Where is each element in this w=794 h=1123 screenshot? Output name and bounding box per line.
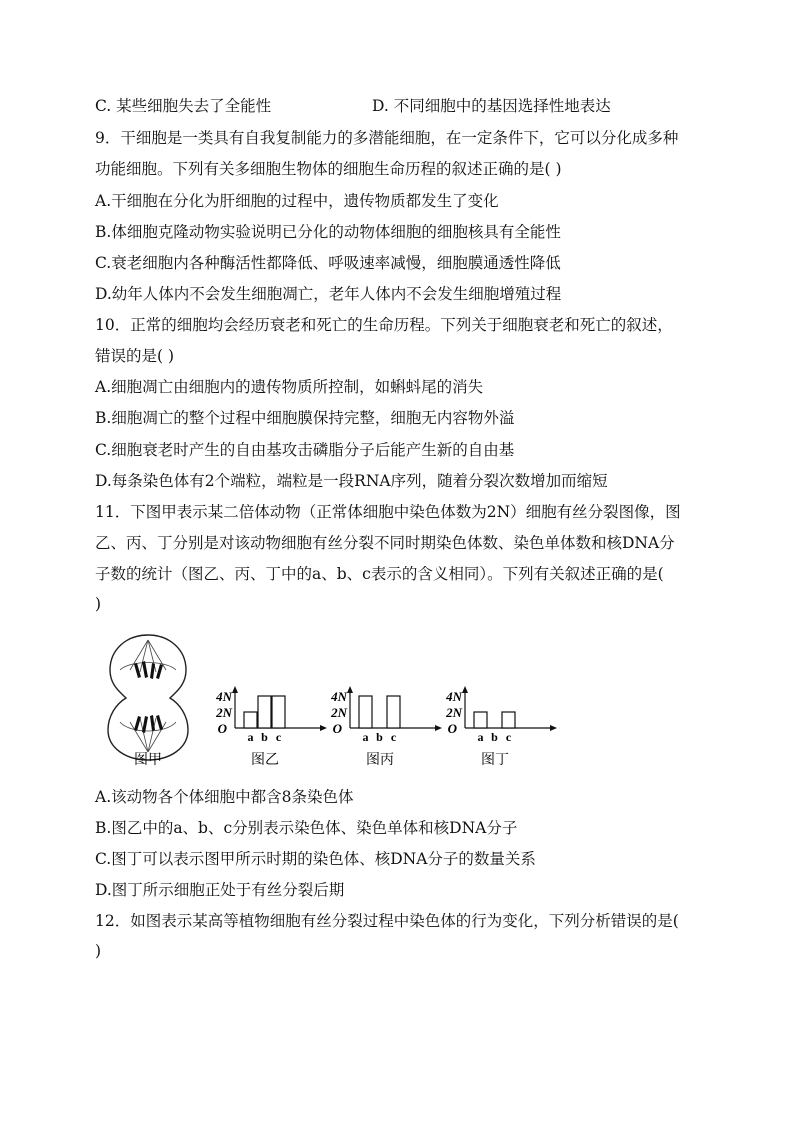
x-tick-label-a: a [247, 730, 254, 744]
chart-title: 图丙 [366, 753, 394, 768]
q11-option-a: A.该动物各个体细胞中都含8条染色体 [95, 788, 354, 806]
y-axis-arrow [347, 686, 353, 693]
y-tick-label: 2N [331, 705, 347, 720]
x-tick-label-c: c [390, 730, 397, 744]
q8-option-c: C. 某些细胞失去了全能性 [95, 97, 272, 115]
q10-option-b: B.细胞凋亡的整个过程中细胞膜保持完整，细胞无内容物外溢 [95, 409, 515, 427]
bar-c [502, 712, 515, 728]
y-tick-label: 4N [446, 689, 462, 704]
chart-yi [215, 686, 327, 768]
q12-stem-line1: 12．如图表示某高等植物细胞有丝分裂过程中染色体的行为变化，下列分析错误的是( [95, 912, 679, 930]
x-axis-arrow [320, 725, 327, 731]
chart-title: 图乙 [251, 753, 279, 768]
q10-stem-line1: 10．正常的细胞均会经历衰老和死亡的生命历程。下列关于细胞衰老和死亡的叙述， [95, 316, 673, 334]
chart-title: 图丁 [481, 753, 509, 768]
origin-label: O [332, 721, 342, 736]
x-tick-label-b: b [261, 730, 268, 744]
y-axis-arrow [232, 686, 238, 693]
cell-diagram [108, 635, 188, 768]
q9-option-c: C.衰老细胞内各种酶活性都降低、呼吸速率减慢，细胞膜通透性降低 [95, 254, 561, 272]
bar-b [258, 696, 271, 728]
cell-diagram-label: 图甲 [134, 753, 162, 768]
x-axis-arrow [550, 725, 557, 731]
y-tick-label: 2N [446, 705, 462, 720]
chart-bing [330, 686, 442, 768]
origin-label: O [217, 721, 227, 736]
q11-option-c: C.图丁可以表示图甲所示时期的染色体、核DNA分子的数量关系 [95, 850, 536, 868]
q11-stem-line3: 子数的统计（图乙、丙、丁中的a、b、c表示的含义相同）。下列有关叙述正确的是( [95, 565, 664, 583]
y-axis-arrow [462, 686, 468, 693]
y-tick-label: 4N [331, 689, 347, 704]
x-tick-label-c: c [275, 730, 282, 744]
q11-stem-line4: ) [95, 595, 102, 613]
y-tick-label: 2N [216, 705, 232, 720]
bar-c [272, 696, 285, 728]
q9-option-d: D.幼年人体内不会发生细胞凋亡，老年人体内不会发生细胞增殖过程 [95, 285, 562, 303]
x-tick-label-b: b [376, 730, 383, 744]
q9-option-b: B.体细胞克隆动物实验说明已分化的动物体细胞的细胞核具有全能性 [95, 223, 561, 241]
q10-option-c: C.细胞衰老时产生的自由基攻击磷脂分子后能产生新的自由基 [95, 441, 515, 459]
q11-stem-line1: 11．下图甲表示某二倍体动物（正常体细胞中染色体数为2N）细胞有丝分裂图像，图 [95, 503, 681, 521]
q9-option-a: A.干细胞在分化为肝细胞的过程中，遗传物质都发生了变化 [95, 192, 499, 210]
y-tick-label: 4N [216, 689, 232, 704]
x-tick-label-a: a [362, 730, 369, 744]
x-tick-label-b: b [491, 730, 498, 744]
x-tick-label-c: c [505, 730, 512, 744]
q10-option-a: A.细胞凋亡由细胞内的遗传物质所控制，如蝌蚪尾的消失 [95, 378, 484, 396]
q8-option-d: D. 不同细胞中的基因选择性地表达 [372, 97, 611, 115]
q10-option-d: D.每条染色体有2个端粒，端粒是一段RNA序列，随着分裂次数增加而缩短 [95, 472, 608, 490]
q10-stem-line2: 错误的是( ) [95, 347, 175, 365]
q11-stem-line2: 乙、丙、丁分别是对该动物细胞有丝分裂不同时期染色体数、染色单体数和核DNA分 [95, 534, 675, 552]
origin-label: O [447, 721, 457, 736]
q9-stem-line2: 功能细胞。下列有关多细胞生物体的细胞生命历程的叙述正确的是( ) [95, 160, 562, 178]
q9-stem-line1: 9．干细胞是一类具有自我复制能力的多潜能细胞，在一定条件下，它可以分化成多种 [95, 129, 679, 147]
q12-stem-line2: ) [95, 942, 102, 960]
bar-c [387, 696, 400, 728]
q11-option-b: B.图乙中的a、b、c分别表示染色体、染色单体和核DNA分子 [95, 819, 518, 837]
q11-figure [100, 630, 560, 770]
bar-a [244, 712, 257, 728]
x-axis-arrow [435, 725, 442, 731]
bar-a [359, 696, 372, 728]
bar-a [474, 712, 487, 728]
x-tick-label-a: a [477, 730, 484, 744]
chart-ding [445, 686, 557, 768]
q11-option-d: D.图丁所示细胞正处于有丝分裂后期 [95, 881, 345, 899]
